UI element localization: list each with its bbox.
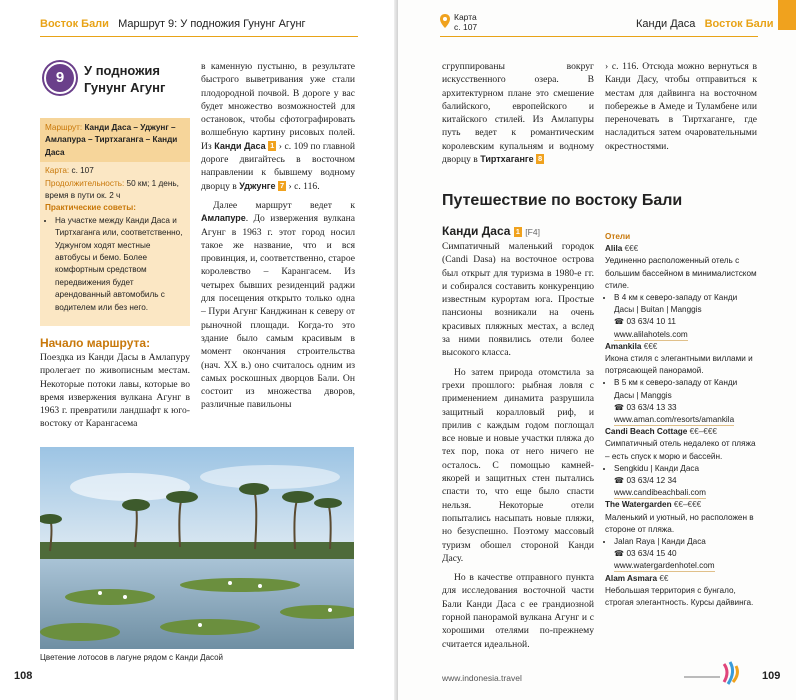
place-paragraph-2: Но затем природа отомстила за грехи прошлого: рыбная ловля с применением динамита разрушила защитный коралловый риф, и прилив с каждым годом поглощал все новые и новые участки пляжа до тех пор, пока от него ничего не осталось. С помощью камней-якорей и защитных стен пытались спасти то, что еще было спасти нельзя. Некоторые отели попытались насыпать новые пляжи, но безуспешно. Поэтому массовый туризм обошел стороной Канди Дасу. — [442, 366, 594, 564]
place-grid: [F4] — [525, 227, 540, 237]
start-title: Начало маршрута: — [40, 336, 151, 350]
hotels-list — [605, 231, 757, 609]
kandi-dasa-link: Канди Даса — [214, 140, 266, 151]
hotel-entry: Alila €€€ Уединенно расположенный отель с большим бассейном в минималистском стиле. • В 4 км к северо-западу от Канди Дасы | Buitan | Manggis ☎ 03 63/4 10 11 www.alilahotels.com — [605, 243, 757, 341]
map-badge: 8 — [538, 154, 543, 164]
map-label: Карта: — [45, 166, 70, 176]
right-column-2-top: › с. 116. Отсюда можно вернуться в Канди Дасу, чтобы отправиться к местам для дайвинга на восточном побережье в Амеде и Туламбене или переночевать в Тиртхаганге, где насладиться затем очаровательными окрестностями. — [605, 61, 757, 152]
right-page-number: 109 — [762, 670, 781, 682]
route-info-header — [40, 118, 190, 162]
ujung-link: Уджунге — [239, 180, 276, 191]
map-label: Карта — [454, 12, 477, 22]
map-badge: 7 — [279, 180, 285, 190]
header-region: Восток Бали — [40, 18, 109, 30]
right-column-1-top: сгруппированы вокруг искусственного озера. В архитектурном плане это смешение балийского, европейского и китайского стилей. Из Амлапуры путь ведет к романтическим королевским купальням и водному дворцу в Тиртхаганге 8 — [442, 61, 594, 166]
route-title-line1: У подножия — [84, 63, 160, 78]
header-place: Канди Даса — [636, 18, 696, 30]
route-value: Канди Даса – Уджунг – Амлапура – Тиртхаганга – Канди Даса — [45, 123, 178, 157]
map-badge: 1 — [270, 140, 275, 150]
route-title-line2: Гунунг Агунг — [84, 80, 166, 95]
duration-label: Продолжительность: — [45, 178, 125, 188]
map-value: с. 107 — [71, 166, 94, 176]
place-paragraph-1: Симпатичный маленький городок (Candi Dasa) на восточное острова был открыт для туризма в 1980-е гг. и собирался составить конкуренцию известным курортам юга. Простые пансионы возникали на очень красивых пляжных местах, а вслед за ними появились отели более высокого класса. — [442, 241, 594, 359]
left-running-header — [40, 18, 306, 30]
wonderful-indonesia-logo — [684, 660, 744, 688]
tirthaganga-link: Тиртхаганге — [480, 154, 534, 165]
right-column-1-body — [442, 240, 594, 651]
section-tab — [778, 0, 796, 30]
left-page-number: 108 — [14, 670, 33, 682]
hotel-url[interactable]: www.candibeachbali.com — [614, 488, 706, 498]
hotel-entry: Candi Beach Cottage €€–€€€ Симпатичный отель недалеко от пляжа – есть спуск к морю и бассейн. • Sengkidu | Канди Даса ☎ 03 63/4 12 34 www.candibeachbali.com — [605, 426, 757, 499]
tip-item: • На участке между Канди Дасa и Тиртхаганга или, соответственно, Уджунгом ходят местные автобусы и бемо. Более комфортным средством передвижения будет арендованный автомобиль с водителем или без него. — [55, 215, 185, 314]
route-title — [84, 62, 188, 96]
col2-paragraph-1: в каменную пустыню, в результате быстрого выветривания уже стали плодородной почвой. В дороге у вас будет множество возможностей для остановок, чтобы сфотографировать волшебную картину рисовых полей. Из Канди Даса 1 › с. 109 по главной дороге двигайтесь в восточном направлении к бывшему водному дворцу в Уджунге 7 › с. 116. — [201, 61, 356, 192]
right-running-header — [636, 18, 774, 30]
section-title: Путешествие по востоку Бали — [442, 192, 683, 209]
col2-paragraph-2: Далее маршрут ведет к Амлапуре. До извержения вулкана Агунг в 1963 г. этот город носил такое же название, что и вся провинция, и, соответственно, старое королевство – Карангасем. Из четырех бывших резиденций раджи для посещения открыто только одна – Пури Агунг Канджинан к северу от рыночной площади. Когда-то это здание было самым красивым в момент окончания строительства (нач. XX в.) оно считалось одним из самых роскошных дворцов Бали. Он состоит из множества дворов, различные павильоны — [201, 199, 355, 411]
route-info-body — [40, 162, 190, 317]
map-page: с. 107 — [454, 22, 478, 32]
header-rule — [40, 36, 358, 37]
route-label: Маршрут: — [45, 123, 83, 132]
hotel-url[interactable]: www.aman.com/resorts/amankila — [614, 415, 735, 425]
start-text — [40, 351, 190, 431]
hotel-entry: Amankila €€€ Икона стиля с элегантными виллами и потрясающей панорамой. • В 5 км к северо-западу от Канди Дасы | Manggis ☎ 03 63/4 13 33 www.aman.com/resorts/amankila — [605, 341, 757, 426]
left-column-2 — [201, 60, 355, 412]
header-route: Маршрут 9: У подножия Гунунг Агунг — [118, 18, 306, 30]
place-paragraph-3: Но в качестве отправного пункта для исследования восточной части Бали Канди Даса с ее грандиозной горной панорамой вулкана Агунг и с хорошими отелями по-прежнему считается идеальной. — [442, 572, 594, 650]
footer-url: www.indonesia.travel — [442, 673, 522, 683]
duration-value: 50 км; 1 день, время в пути ок. 2 ч — [45, 178, 179, 201]
hotel-url[interactable]: www.alilahotels.com — [614, 329, 688, 339]
hotel-entry: The Watergarden €€–€€€ Маленький и уютный, но расположен в стороне от пляжа. • Jalan Raya | Канди Даса ☎ 03 63/4 15 40 www.watergardenhotel.com — [605, 499, 757, 572]
amlapura-link: Амлапуре — [201, 213, 246, 224]
header-region: Восток Бали — [704, 18, 774, 30]
place-heading — [442, 224, 540, 238]
place-badge: 1 — [515, 227, 520, 236]
route-number-badge: 9 — [44, 62, 76, 94]
photo-caption: Цветение лотосов в лагуне рядом с Канди Дасой — [40, 653, 224, 662]
map-pin-icon — [440, 14, 450, 28]
hotels-title: Отели — [605, 232, 631, 241]
photo-illustration — [40, 447, 354, 649]
lotus-lagoon-photo — [40, 447, 354, 649]
hotel-url[interactable]: www.watergardenhotel.com — [614, 561, 715, 571]
start-paragraph: Поездка из Канди Дасы в Амлапуру пролегает по живописным местам. Некоторые потоки лавы, которые во время извержения вулкана Агунг в 1963 г. превратили ландшафт к юго-востоку от Карангасема — [40, 352, 190, 430]
route-info-box — [40, 118, 190, 326]
place-title: Канди Даса — [442, 224, 511, 238]
header-rule — [440, 36, 758, 37]
tips-label: Практические советы: — [45, 203, 136, 213]
hotel-entry: Alam Asmara €€ Небольшая территория с бунгало, строгая элегантность. Курсы дайвинга. — [605, 573, 754, 608]
